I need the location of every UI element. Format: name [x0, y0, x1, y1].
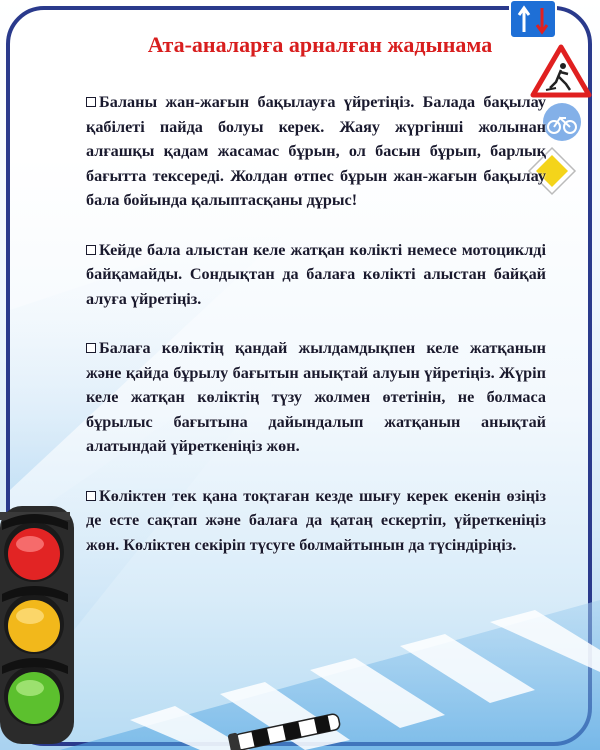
bicycle-sign-icon: [542, 100, 582, 144]
paragraph-text: Баланы жан-жағын бақылауға үйретіңіз. Балада бақылау қабілеті пайда болуы керек. Жаяу жүргінші жолынан алғашқы қадам жасамас бұрын, ол басын бұрып, барлық бағытта тексереді. Жолдан өтпес бұрын жан-жағын бақылау бала бойында қалыптасқаны дұрыс!: [86, 93, 546, 210]
traffic-light-icon: [0, 500, 82, 750]
barrier-icon: [228, 712, 346, 750]
paragraph-1: [86, 90, 546, 213]
paragraph-2: [86, 238, 546, 312]
page-title: Ата-аналарға арналған жадынама: [147, 32, 493, 57]
paragraph-3: [86, 336, 546, 459]
checkbox-bullet-icon: [86, 343, 96, 353]
paragraph-text: Көліктен тек қана тоқтаған кезде шығу керек екенін өзіңіз де есте сақтап және балаға да қатаң ескертіп, үйреткеніңіз жөн. Көліктен секіріп түсуге болмайтынын да түсіндіріңіз.: [86, 486, 546, 554]
paragraph-4: [86, 484, 546, 558]
paragraph-text: Балаға көліктің қандай жылдамдықпен келе жатқанын және қайда бұрылу бағытын анықтай алуын үйретіңіз. Жүріп келе жатқан көліктің түзу жолмен өтетінін, не болмаса бұрылыс бағытына дайындалып жатқанын анықтай алатындай үйреткеніңіз жөн.: [86, 338, 546, 456]
memo-content: [86, 90, 546, 582]
paragraph-text: Кейде бала алыстан келе жатқан көлікті немесе мотоциклді байқамайды. Сондықтан да балаға көлікті алыстан байқай алуға үйретіңіз.: [86, 240, 546, 308]
checkbox-bullet-icon: [86, 97, 96, 107]
checkbox-bullet-icon: [86, 491, 96, 501]
checkbox-bullet-icon: [86, 245, 96, 255]
